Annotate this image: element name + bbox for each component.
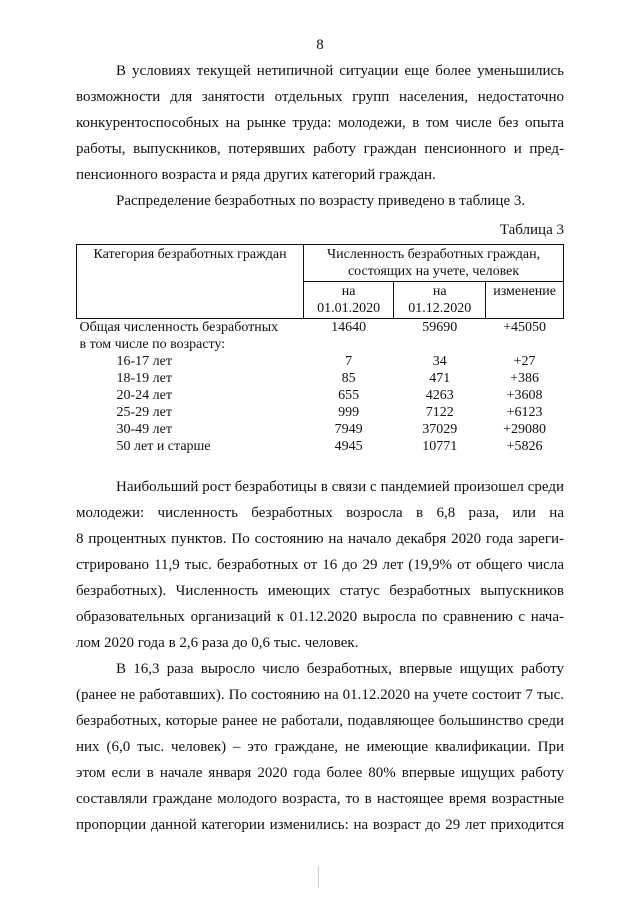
table-row bbox=[77, 438, 564, 455]
header-category: Категория безработных граждан bbox=[77, 245, 304, 319]
header-date-end bbox=[394, 282, 486, 319]
header-date-end-line: 01.12.2020 bbox=[408, 301, 472, 316]
paragraph-line: 8 процентных пунктов. По состоянию на начало декабря 2020 года зареги- bbox=[76, 531, 564, 547]
cell-change: +3608 bbox=[506, 388, 543, 403]
cell-start bbox=[304, 336, 394, 353]
cell-end: 7122 bbox=[425, 405, 454, 420]
paragraph-3 bbox=[76, 474, 564, 656]
row-label: 50 лет и старше bbox=[116, 439, 211, 454]
row-label: 30-49 лет bbox=[116, 422, 172, 437]
table-row bbox=[77, 387, 564, 404]
paragraph-line: (ранее не работавших). По состоянию на 01.12.2020 на учете состоит 7 тыс. bbox=[76, 687, 564, 703]
header-change: изменение bbox=[486, 282, 564, 319]
paragraph-line: безработных, которые ранее не работали, подавляющее большинство среди bbox=[76, 713, 564, 729]
header-date-start bbox=[304, 282, 394, 319]
table-row bbox=[77, 336, 564, 353]
header-date-start-line: на bbox=[341, 284, 356, 299]
paragraph-line: возможности для занятости отдельных групп населения, недостаточно bbox=[76, 89, 564, 105]
cell-start: 7949 bbox=[334, 422, 363, 437]
cell-start: 4945 bbox=[334, 439, 363, 454]
paragraph-line: конкурентоспособных на рынке труда: молодежи, в том числе без опыта bbox=[76, 115, 564, 131]
cell-change: +386 bbox=[510, 371, 540, 386]
page-number: 8 bbox=[316, 37, 324, 53]
paragraph-line: стрировано 11,9 тыс. безработных от 16 до 29 лет (19,9% от общего числа bbox=[76, 557, 564, 573]
cell-change: +45050 bbox=[503, 320, 547, 335]
paragraph-line: В 16,3 раза выросло число безработных, впервые ищущих работу bbox=[116, 661, 564, 677]
row-label: 18-19 лет bbox=[116, 371, 172, 386]
table-row bbox=[77, 370, 564, 387]
paragraph-line: составляли граждане молодого возраста, то в настоящее время возрастные bbox=[76, 791, 564, 807]
row-label: 16-17 лет bbox=[116, 354, 172, 369]
cell-start: 85 bbox=[341, 371, 356, 386]
table-caption: Таблица 3 bbox=[499, 222, 564, 238]
header-date-end-line: на bbox=[432, 284, 447, 299]
cell-end: 34 bbox=[432, 354, 447, 369]
table-row bbox=[77, 319, 564, 337]
cell-change: +29080 bbox=[503, 422, 547, 437]
paragraph-line: молодежи: численность безработных возросла в 6,8 раза, или на bbox=[76, 505, 564, 521]
row-label: Общая численность безработных bbox=[79, 320, 279, 335]
cell-end: 471 bbox=[429, 371, 451, 386]
paragraph-line: Распределение безработных по возрасту приведено в таблице 3. bbox=[116, 193, 526, 209]
paragraph-line: пропорции данной категории изменились: на возраст до 29 лет приходится bbox=[76, 817, 564, 833]
cell-end: 10771 bbox=[422, 439, 458, 454]
header-date-start-line: 01.01.2020 bbox=[317, 301, 381, 316]
row-label: 25-29 лет bbox=[116, 405, 172, 420]
paragraph-line: лом 2020 года в 2,6 раза до 0,6 тыс. человек. bbox=[76, 635, 359, 651]
paragraph-line: образовательных организаций к 01.12.2020 выросла по сравнению с нача- bbox=[76, 609, 564, 625]
cell-change: +27 bbox=[513, 354, 536, 369]
paragraph-line: Наибольший рост безработицы в связи с пандемией произошел среди bbox=[116, 479, 564, 495]
paragraph-line: безработных). Численность имеющих статус безработных выпускников bbox=[76, 583, 564, 599]
cell-end: 37029 bbox=[422, 422, 458, 437]
row-label: в том числе по возрасту: bbox=[79, 337, 226, 352]
header-group-line: Численность безработных граждан, bbox=[327, 247, 541, 262]
scan-mark bbox=[318, 866, 319, 888]
cell-end bbox=[394, 336, 486, 353]
paragraph-line: этом если в начале января 2020 года более 80% впервые ищущих работу bbox=[76, 765, 564, 781]
cell-start: 655 bbox=[338, 388, 360, 403]
table-row bbox=[77, 421, 564, 438]
cell-end: 59690 bbox=[422, 320, 458, 335]
cell-change bbox=[486, 336, 564, 353]
paragraph-line: пенсионного возраста и ряда других категорий граждан. bbox=[76, 167, 436, 183]
cell-change: +6123 bbox=[506, 405, 543, 420]
header-group-line: состоящих на учете, человек bbox=[347, 264, 520, 279]
cell-change: +5826 bbox=[506, 439, 543, 454]
paragraph-1 bbox=[76, 58, 564, 188]
paragraph-line: них (6,0 тыс. человек) – это граждане, не имеющие квалификации. При bbox=[76, 739, 564, 755]
paragraph-4 bbox=[76, 656, 564, 838]
table-row bbox=[77, 353, 564, 370]
row-label: 20-24 лет bbox=[116, 388, 172, 403]
unemployment-age-table bbox=[76, 244, 564, 455]
paragraph-line: В условиях текущей нетипичной ситуации еще более уменьшились bbox=[116, 63, 564, 79]
cell-start: 14640 bbox=[331, 320, 367, 335]
header-group bbox=[304, 245, 564, 282]
table-row bbox=[77, 404, 564, 421]
cell-start: 999 bbox=[338, 405, 360, 420]
cell-end: 4263 bbox=[425, 388, 454, 403]
cell-start: 7 bbox=[345, 354, 353, 369]
paragraph-line: работы, выпускников, потерявших работу граждан пенсионного и пред- bbox=[76, 141, 564, 157]
paragraph-2 bbox=[76, 188, 564, 214]
